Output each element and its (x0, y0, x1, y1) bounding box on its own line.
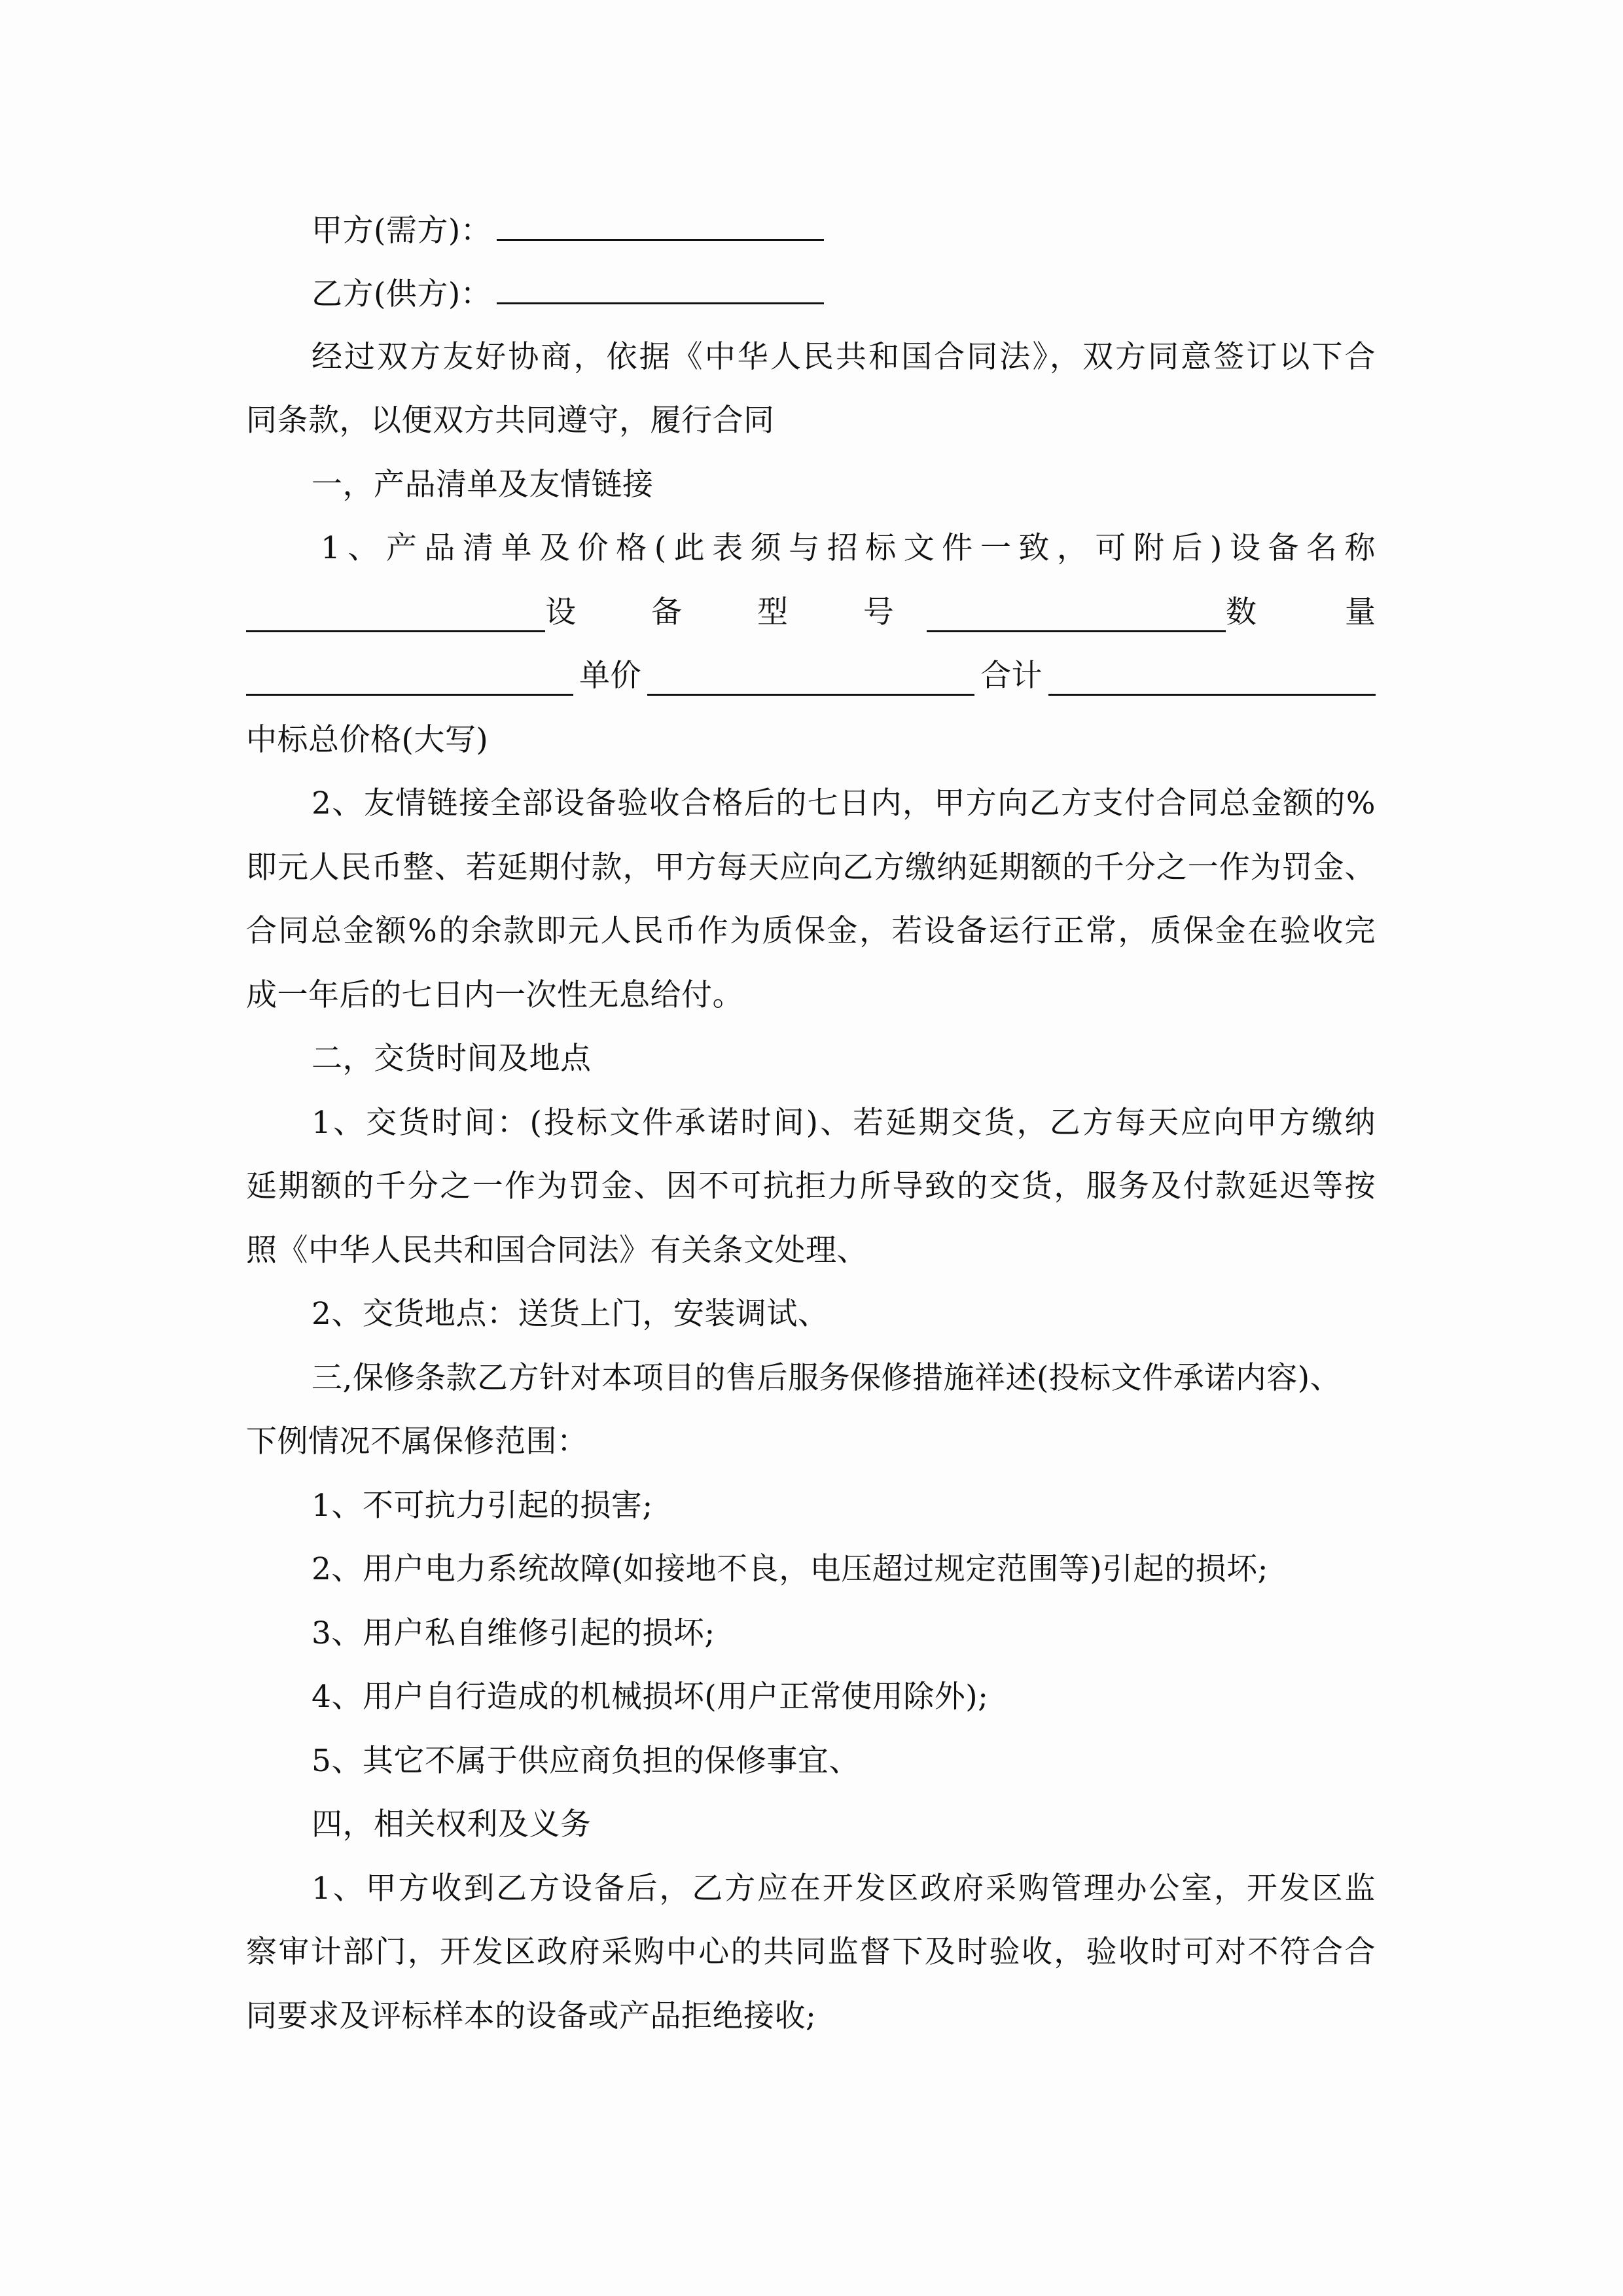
party-a-line (312, 210, 1376, 249)
party-b-line (312, 274, 1376, 313)
section-4-item-1-line-3: 同要求及评标样本的设备或产品拒绝接收; (246, 1998, 817, 2034)
section-1-item-2-line-3: 合同总金额%的余款即元人民币作为质保金，若设备运行正常，质保金在验收完 (246, 913, 1376, 949)
intro-line-2: 同条款，以便双方共同遵守，履行合同 (246, 403, 775, 439)
equipment-model-blank[interactable] (927, 601, 1226, 632)
equipment-model-label: 设 备 型 号 (545, 594, 927, 630)
section-2-item-2: 2、交货地点：送货上门，安装调试、 (312, 1296, 829, 1332)
section-4-item-1-line-1: 1、甲方收到乙方设备后，乙方应在开发区政府采购管理办公室，开发区监 (312, 1871, 1376, 1907)
total-label: 合计 (980, 658, 1043, 694)
section-3-item-1: 1、不可抗力引起的损害; (312, 1488, 653, 1524)
section-4-item-1-line-2: 察审计部门，开发区政府采购中心的共同监督下及时验收，验收时可对不符合合 (246, 1934, 1376, 1970)
section-4-heading: 四，相关权利及义务 (312, 1806, 592, 1842)
section-2-item-1-line-1: 1、交货时间：(投标文件承诺时间)、若延期交货，乙方每天应向甲方缴纳 (312, 1105, 1376, 1141)
winning-price-label: 中标总价格(大写) (246, 722, 489, 758)
party-b-blank[interactable] (497, 274, 824, 304)
section-3-item-2: 2、用户电力系统故障(如接地不良，电压超过规定范围等)引起的损坏; (312, 1551, 1268, 1587)
party-a-label: 甲方(需方)： (312, 213, 492, 249)
section-3-item-3: 3、用户私自维修引起的损坏; (312, 1615, 715, 1651)
total-blank[interactable] (1048, 665, 1376, 696)
price-row (246, 656, 1376, 696)
equipment-name-blank[interactable] (246, 601, 545, 632)
section-2-item-1-line-2: 延期额的千分之一作为罚金、因不可抗拒力所导致的交货，服务及付款延迟等按 (246, 1168, 1376, 1204)
quantity-blank[interactable] (246, 665, 573, 696)
section-3-item-5: 5、其它不属于供应商负担的保修事宜、 (312, 1743, 860, 1779)
unit-price-blank[interactable] (647, 665, 974, 696)
section-1-item-2-line-1: 2、友情链接全部设备验收合格后的七日内，甲方向乙方支付合同总金额的% (312, 785, 1376, 821)
unit-price-label: 单价 (579, 658, 641, 694)
party-a-blank[interactable] (497, 210, 824, 241)
section-3-heading-line-1: 三,保修条款乙方针对本项目的售后服务保修措施祥述(投标文件承诺内容)、 (312, 1360, 1342, 1396)
section-1-item-2-line-4: 成一年后的七日内一次性无息给付。 (246, 977, 743, 1013)
party-b-label: 乙方(供方)： (312, 276, 492, 312)
section-3-item-4: 4、用户自行造成的机械损坏(用户正常使用除外); (312, 1679, 989, 1715)
quantity-label: 数 量 (1226, 594, 1415, 630)
section-1-heading: 一，产品清单及友情链接 (312, 467, 654, 503)
equipment-model-row (246, 593, 1415, 632)
section-2-item-1-line-3: 照《中华人民共和国合同法》有关条文处理、 (246, 1232, 868, 1268)
intro-line-1: 经过双方友好协商，依据《中华人民共和国合同法》，双方同意签订以下合 (312, 339, 1376, 375)
section-3-heading-line-2: 下例情况不属保修范围： (246, 1424, 588, 1460)
section-1-item-1-line-1: 1、产品清单及价格(此表须与招标文件一致，可附后)设备名称 (321, 530, 1376, 566)
section-1-item-2-line-2: 即元人民币整、若延期付款，甲方每天应向乙方缴纳延期额的千分之一作为罚金、 (246, 850, 1376, 886)
section-2-heading: 二，交货时间及地点 (312, 1041, 592, 1077)
